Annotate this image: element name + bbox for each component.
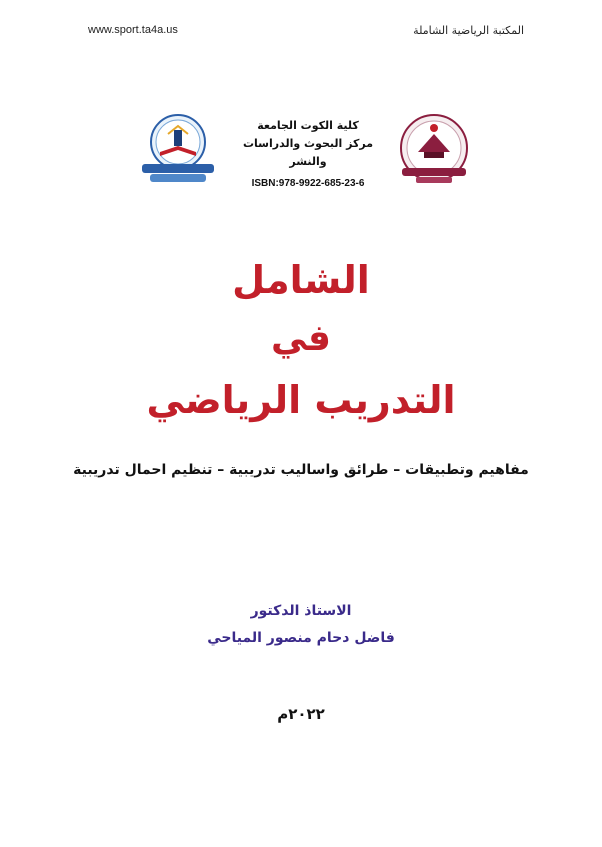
institution-block <box>228 117 388 171</box>
kut-university-logo <box>394 112 474 188</box>
header-website: www.sport.ta4a.us <box>88 24 178 36</box>
publication-year: ٢٠٢٢م <box>277 705 325 723</box>
institution-center: مركز البحوث والدراسات والنشر <box>242 137 374 168</box>
book-title-line1: الشامل <box>232 258 370 302</box>
research-center-logo <box>138 112 218 184</box>
author-name: فاضل دحام منصور المياحي <box>207 630 395 646</box>
book-title-line3: التدريب الرياضي <box>146 378 456 422</box>
isbn: ISBN:978-9922-685-23-6 <box>251 178 365 189</box>
header-library: المكتبة الرياضية الشاملة <box>413 24 524 37</box>
author-role: الاستاذ الدكتور <box>250 603 352 619</box>
book-subtitle: مفاهيم وتطبيقات – طرائق واساليب تدريبية – تنظيم احمال تدريبية <box>73 462 529 478</box>
institution-college: كلية الكوت الجامعة <box>257 119 359 132</box>
book-title-line2: في <box>271 318 331 359</box>
